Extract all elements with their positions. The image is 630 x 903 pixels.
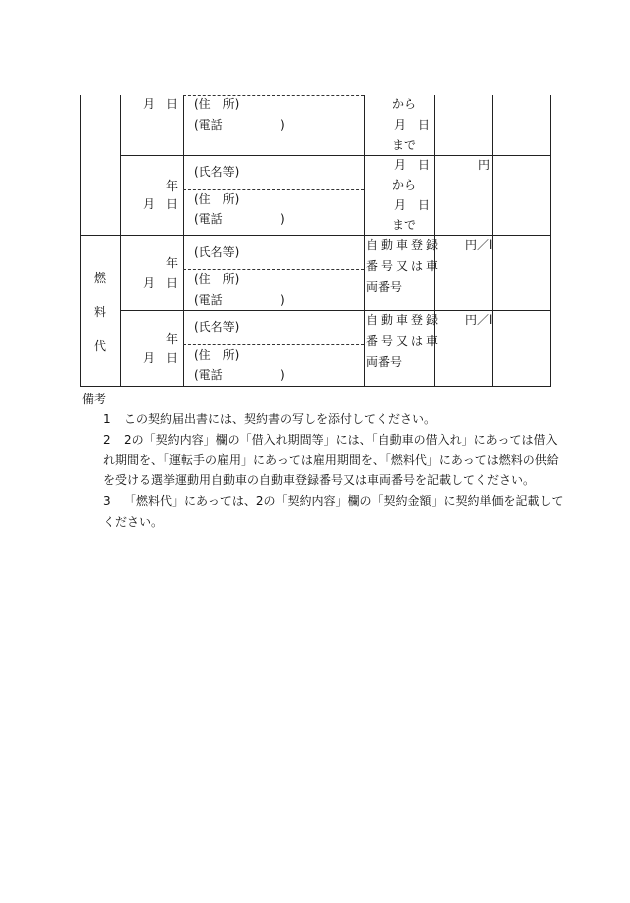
row3-yen-per-liter: 円／l	[465, 238, 493, 252]
fuel-label-char-1: 燃	[94, 271, 107, 285]
row4-vehicle-reg-2: 番号又は車	[366, 334, 442, 348]
row3-phone-close: )	[280, 293, 285, 307]
table-divider-date-left	[120, 95, 121, 387]
row1-from: から	[392, 97, 417, 111]
row4-address: (住 所)	[194, 348, 240, 362]
row2-phone-close: )	[280, 212, 285, 226]
party-dashed-separator-2	[183, 269, 364, 270]
row2-name: (氏名等)	[194, 165, 240, 179]
row2-from: から	[392, 178, 417, 192]
row2-until-day: 日	[418, 198, 431, 212]
row1-phone-close: )	[280, 118, 285, 132]
remark-1-number: 1	[103, 412, 111, 426]
row4-day: 日	[166, 351, 179, 365]
table-divider-party-right	[364, 95, 365, 387]
row2-address: (住 所)	[194, 192, 240, 206]
row3-year: 年	[166, 256, 179, 270]
row1-day: 日	[166, 97, 179, 111]
row-separator-3	[120, 310, 551, 311]
row1-month: 月	[143, 97, 156, 111]
row2-start-month: 月	[394, 158, 407, 172]
row1-until-day: 日	[418, 118, 431, 132]
fuel-label-char-3: 代	[94, 339, 107, 353]
row4-phone: (電話	[194, 368, 223, 382]
row2-month: 月	[143, 197, 156, 211]
row2-until-month: 月	[394, 198, 407, 212]
row3-day: 日	[166, 276, 179, 290]
row3-phone: (電話	[194, 293, 223, 307]
row3-name: (氏名等)	[194, 245, 240, 259]
remark-2-line-3: を受ける選挙運動用自動車の自動車登録番号又は車両番号を記載してください。	[103, 473, 536, 487]
row1-address: (住 所)	[194, 97, 240, 111]
remark-3-number: 3	[103, 494, 111, 508]
row3-month: 月	[143, 276, 156, 290]
row4-month: 月	[143, 351, 156, 365]
remark-2-line-1: 2の「契約内容」欄の「借入れ期間等」には、「自動車の借入れ」にあっては借入	[124, 433, 558, 447]
row4-phone-close: )	[280, 368, 285, 382]
row2-yen: 円	[478, 158, 491, 172]
row2-start-day: 日	[418, 158, 431, 172]
party-dashed-separator-1	[183, 189, 364, 190]
row1-phone: (電話	[194, 118, 223, 132]
remark-2-line-2: れ期間を、「運転手の雇用」にあっては雇用期間を、「燃料代」にあっては燃料の供給	[103, 453, 559, 467]
fuel-label-char-2: 料	[94, 305, 107, 319]
row4-vehicle-reg-1: 自動車登録	[366, 313, 442, 327]
table-border-right	[550, 95, 551, 387]
section-separator-fuel	[80, 235, 551, 236]
row3-vehicle-reg-2: 番号又は車	[366, 259, 442, 273]
remark-3-line-1: 「燃料代」にあっては、2の「契約内容」欄の「契約金額」に契約単価を記載して	[124, 494, 564, 508]
row-separator-1	[120, 155, 551, 156]
row2-until: まで	[392, 218, 417, 232]
row1-until-month: 月	[394, 118, 407, 132]
row2-day: 日	[166, 197, 179, 211]
table-border-left	[80, 95, 81, 387]
remark-1-line-1: この契約届出書には、契約書の写しを添付してください。	[124, 412, 437, 426]
remark-2-number: 2	[103, 433, 111, 447]
party-dashed-separator-3	[183, 344, 364, 345]
row4-year: 年	[166, 332, 179, 346]
row3-address: (住 所)	[194, 272, 240, 286]
row1-until: まで	[392, 138, 417, 152]
row3-vehicle-reg-3: 両番号	[366, 280, 403, 294]
table-border-bottom	[80, 386, 551, 387]
remarks-heading: 備考	[82, 392, 107, 406]
row2-phone: (電話	[194, 212, 223, 226]
row3-vehicle-reg-1: 自動車登録	[366, 238, 442, 252]
remark-3-line-2: ください。	[103, 515, 164, 529]
row2-year: 年	[166, 179, 179, 193]
row4-name: (氏名等)	[194, 320, 240, 334]
row4-vehicle-reg-3: 両番号	[366, 355, 403, 369]
row4-yen-per-liter: 円／l	[465, 313, 493, 327]
